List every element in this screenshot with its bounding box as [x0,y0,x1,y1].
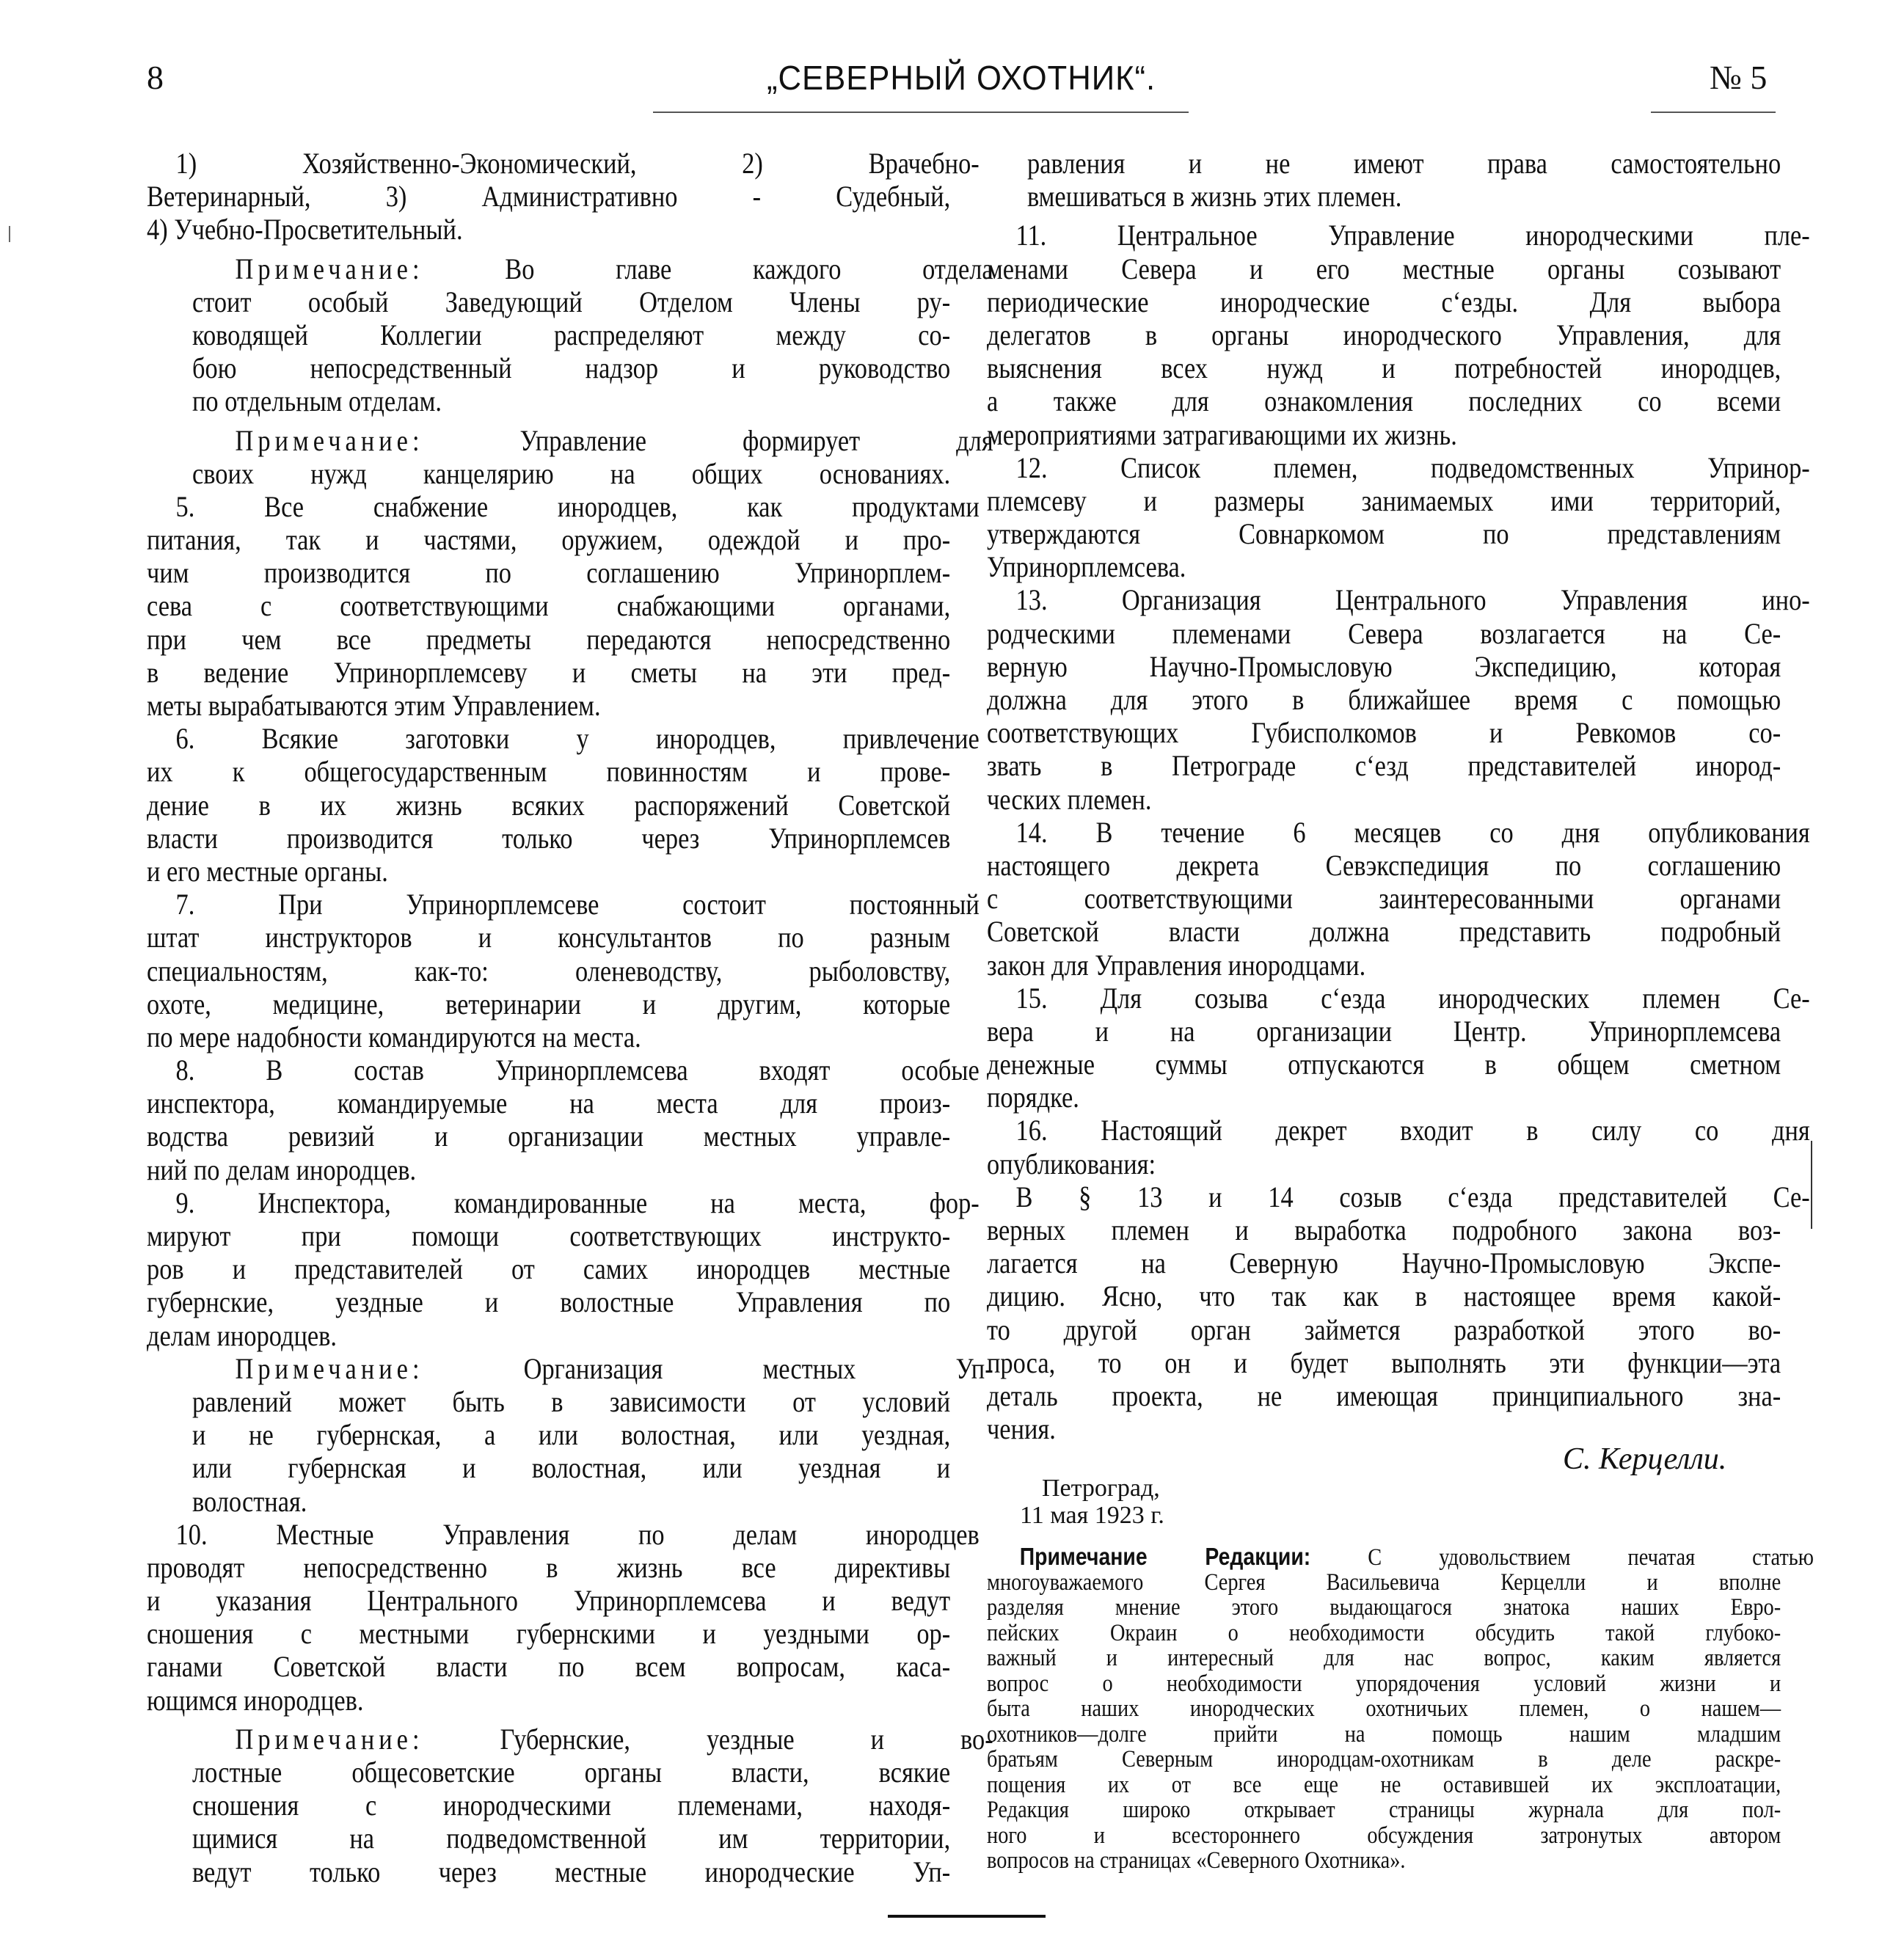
text-line-content: настоящего декрета Севэкспедиция по соглашению [987,848,1781,882]
margin-mark [1811,1141,1812,1229]
text-line [147,1087,950,1120]
text-line-content: 7. При Упринорплемсеве состоит постоянный [175,888,980,921]
text-line-content: в ведение Упринорплемсеву и сметы на эти пред- [147,655,951,689]
text-line [147,987,950,1020]
text-line-content: их к общегосударственным повинностям и прове- [147,755,951,789]
text-line [987,517,1781,550]
text-line [987,1246,1781,1279]
text-line [147,921,950,954]
text-line-content: и не губернская, а или волостная, или уездная, [192,1418,951,1452]
text-line-content: делам инородцев. [147,1318,338,1352]
text-line [192,1485,950,1518]
text-line [192,351,950,384]
text-line-content: проса, то он и будет выполнять эти функции—эта [987,1345,1781,1379]
editorial-note-line [987,1696,1781,1722]
note-label: Примечание: [235,252,424,285]
text-line-content: лостные общесоветские органы власти, всякие [192,1756,951,1789]
text-line [987,450,1810,484]
text-line [1027,180,1781,213]
text-line-content: специальностям, как-то: оленеводству, рыболовству, [147,954,951,987]
editorial-note-line [987,1671,1781,1697]
text-line [987,252,1781,285]
text-line-content: мероприятиями затрагивающими их жизнь. [987,417,1457,451]
place: Петроград, [1042,1475,1160,1502]
date: 11 мая 1923 г. [1020,1502,1164,1529]
text-line [987,351,1781,384]
text-line [987,1114,1810,1147]
text-line [147,1584,950,1617]
text-line [147,1319,950,1352]
editorial-note-line-content: важный и интересный для нас вопрос, каким является [987,1645,1781,1671]
text-line [1027,147,1781,180]
text-line-content: штат инструкторов и консультантов по разным [147,921,951,954]
text-line-content: власти производится только через Упринорплемсев [147,821,951,855]
text-line-content: охоте, медицине, ветеринарии и другим, которые [147,987,951,1020]
text-line [987,484,1781,517]
editorial-note-line-content: Редакция широко открывает страницы журнала для пол- [987,1797,1781,1823]
text-line-content: равления и не имеют права самостоятельно [1027,147,1781,180]
text-line [987,650,1781,683]
text-line [987,749,1781,782]
text-line [987,1346,1781,1379]
editorial-note-line [987,1747,1781,1772]
text-line [987,418,1781,451]
text-line [147,623,950,656]
text-line-content: 14. В течение 6 месяцев со дня опубликования [1015,815,1810,849]
text-line [192,1822,950,1855]
text-line-content: волостная. [192,1484,307,1518]
editorial-note-line-content: разделяя мнение этого выдающагося знатока наших Евро- [987,1594,1781,1621]
editorial-note-line [987,1646,1781,1671]
text-line [147,822,950,855]
text-line-content: по отдельным отделам. [192,384,442,418]
text-line-content: или губернская и волостная, или уездная и [192,1451,951,1485]
text-line-content: и его местные органы. [147,854,388,888]
editorial-note-label: Примечание Редакции: [1019,1543,1311,1570]
text-line-content: равлений может быть в зависимости от условий [192,1384,951,1418]
text-line [147,1650,950,1683]
text-line [147,755,950,788]
text-line-content: деталь проекта, не имеющая принципиального зна- [987,1379,1781,1412]
text-line [192,423,993,457]
text-line-content: дицию. Ясно, что так как в настоящее время какой- [987,1279,1781,1313]
text-line-content: Примечание: Управление формирует для [235,423,993,457]
text-line-content: сношения с инородческими племенами, находя- [192,1789,951,1822]
text-line-content: 1) Хозяйственно-Экономический, 2) Врачебно- [175,147,980,180]
text-line [987,384,1781,417]
text-line-content: проводят непосредственно в жизнь все директивы [147,1550,951,1584]
text-line-content: порядке. [987,1081,1079,1114]
text-line [192,318,950,351]
text-line [987,716,1781,749]
editorial-note-line [987,1722,1781,1748]
text-line-content: ководящей Коллегии распределяют между со- [192,318,951,351]
text-line-content: дение в их жизнь всяких распоряжений Советской [147,788,951,822]
note-label: Примечание: [235,1351,424,1385]
text-line-content: Примечание: Организация местных Уп- [235,1351,993,1385]
text-line-content: по мере надобности командируются на места. [147,1020,641,1054]
text-line [192,1385,950,1418]
text-line-content: периодические инородческие с‘езды. Для выбора [987,285,1781,318]
note-label: Примечание: [235,423,424,457]
text-line [147,1020,950,1054]
text-line-content: Ветеринарный, 3) Административно - Судебный, [147,180,951,213]
issue-number: № 5 [1710,59,1768,96]
text-line-content: питания, так и частями, оружием, одеждой и про- [147,523,951,557]
editorial-note-line-content: быта наших инородческих охотничьих племен, о нашем— [987,1695,1781,1722]
text-line-content: мируют при помощи соответствующих инструкто- [147,1219,951,1252]
text-line [147,1285,950,1318]
text-line-content: 4) Учебно-Просветительный. [147,213,463,247]
text-line-content: ров и представителей от самих инородцев местные [147,1252,951,1286]
editorial-note-line-content: многоуважаемого Сергея Васильевича Керцелли и вполне [987,1569,1781,1596]
text-line-content: должна для этого в ближайшее время с помощью [987,683,1781,716]
text-line [192,1855,950,1888]
text-line [987,219,1810,252]
text-line-content: чения. [987,1412,1056,1446]
text-line [987,1412,1781,1445]
text-line [192,1351,993,1385]
editorial-note-line-content: охотников—долге прийти на помощь нашим младшим [987,1720,1781,1748]
text-line [192,1722,993,1756]
text-line [147,1252,950,1285]
text-line [192,1789,950,1822]
text-line-content: денежные суммы отпускаются в общем сметном [987,1048,1781,1081]
text-line-content: сева с соответствующими снабжающими органами, [147,589,951,623]
left-column [147,147,993,1888]
text-line [987,1279,1781,1312]
text-line-content: вера и на организации Центр. Упринорплемсева [987,1014,1781,1048]
text-line-content: соответствующих Губисполкомов и Ревкомов со- [987,716,1781,750]
header-rule-center [653,112,1189,113]
text-line [147,1617,950,1650]
text-line-content: лагается на Северную Научно-Промысловую Экспе- [987,1246,1781,1280]
text-line-content: с соответствующими заинтересованными органами [987,882,1781,916]
text-line-content: 12. Список племен, подведомственных Упринор- [1015,450,1810,484]
text-line [987,318,1781,351]
text-line-content: верную Научно-Промысловую Экспедицию, которая [987,649,1781,683]
text-line [987,949,1781,982]
editorial-note-line-content: вопрос о необходимости упорядочения условий жизни и [987,1670,1781,1697]
text-line-content: закон для Управления инородцами. [987,948,1366,982]
text-line [987,849,1781,882]
text-line-content: бою непосредственный надзор и руководство [192,351,951,385]
text-line [987,1180,1810,1213]
text-line-content: щимися на подведомственной им территории, [192,1822,951,1855]
text-line-content: и указания Центрального Упринорплемсева и ведут [147,1584,951,1618]
text-line [987,617,1781,650]
text-line-content: выяснения всех нужд и потребностей инородцев, [987,351,1781,385]
text-line [147,722,980,756]
text-line-content: звать в Петрограде с‘езд представителей инород- [987,749,1781,783]
editorial-note [987,1543,1814,1874]
text-line [192,1418,950,1451]
text-line [147,147,980,180]
header-rule-right [1651,112,1776,113]
editorial-note-line [987,1621,1781,1646]
text-line [147,656,950,689]
editorial-note-line [987,1543,1814,1571]
editorial-note-line-content: пощения их от все еще не оставившей их эксплоатации, [987,1771,1781,1798]
text-line [192,252,993,285]
bottom-rule [888,1915,1046,1918]
text-line [147,855,950,888]
text-line [147,1120,950,1153]
text-line-content: инспектора, командируемые на места для произ- [147,1087,951,1120]
text-line [147,180,950,213]
text-line [192,285,950,318]
text-line [987,1147,1781,1180]
text-line-content: верных племен и выработка подробного закона воз- [987,1213,1781,1246]
text-line [987,550,1781,583]
text-line [987,783,1781,816]
text-line [147,213,950,246]
text-line-content: 16. Настоящий декрет входит в силу со дня [1015,1114,1810,1147]
text-line [987,1213,1781,1246]
text-line-content: делегатов в органы инородческого Управления, для [987,318,1781,351]
text-line-content: 13. Организация Центрального Управления ино- [1015,583,1810,617]
scan-speck [9,226,10,242]
text-line [147,888,980,921]
paragraph-gap [147,418,950,424]
text-line [147,589,950,622]
text-line-content: Примечание: Во главе каждого отдела [235,252,993,285]
text-line [147,556,950,589]
text-line [987,882,1781,915]
text-line-content: 6. Всякие заготовки у инородцев, привлечение [175,722,980,756]
text-line-content: В § 13 и 14 созыв с‘езда представителей Се- [1015,1180,1810,1213]
text-line [987,815,1810,849]
page-number: 8 [147,59,164,96]
text-line [987,1081,1781,1114]
text-line [192,1756,950,1789]
editorial-note-line-content [987,1544,1814,1571]
text-line [987,981,1810,1015]
text-line [147,1684,950,1717]
note-label: Примечание: [235,1722,424,1756]
text-line [987,1313,1781,1346]
text-line [987,583,1810,617]
text-line [147,1153,950,1186]
text-line [987,915,1781,948]
text-line-content: вмешиваться в жизнь этих племен. [1027,180,1402,213]
text-line [192,1451,950,1484]
text-line-content: опубликования: [987,1147,1156,1180]
text-line-content: Примечание: Губернские, уездные и во- [235,1722,993,1756]
editorial-note-line [987,1823,1781,1849]
text-line [147,1186,980,1219]
editorial-note-line [987,1595,1781,1621]
editorial-note-line [987,1797,1781,1823]
text-line [147,489,980,523]
editorial-note-line [987,1772,1781,1798]
text-line-content: 9. Инспектора, командированные на места, фор- [175,1186,980,1219]
text-line-content: 15. Для созыва с‘езда инородческих племен Се- [1015,981,1810,1015]
text-line-content: стоит особый Заведующий Отделом Члены ру- [192,285,951,318]
text-line-content: Советской власти должна представить подробный [987,915,1781,949]
text-line [987,683,1781,716]
text-line-content: губернские, уездные и волостные Управления по [147,1285,951,1319]
editorial-note-line-content: ного и всестороннего обсуждения затронутых автором [987,1822,1781,1849]
text-line-content: 8. В состав Упринорплемсева входят особые [175,1054,980,1087]
text-line-content: меты вырабатываются этим Управлением. [147,689,601,722]
text-line-content: сношения с местными губернскими и уездными ор- [147,1617,951,1651]
text-line [987,1379,1781,1412]
text-line-content: менами Севера и его местные органы созывают [987,252,1781,285]
text-line [192,457,950,490]
text-line [147,1551,950,1584]
text-line [192,384,950,417]
text-line-content: ведут только через местные инородческие Уп- [192,1855,951,1888]
author-signature: С. Керцелли. [1563,1442,1727,1476]
text-line-content: ганами Советской власти по всем вопросам, каса- [147,1650,951,1684]
text-line-content: ний по делам инородцев. [147,1153,417,1186]
text-line-content: а также для ознакомления последних со всеми [987,384,1781,418]
text-line [147,1219,950,1252]
journal-title: „СЕВЕРНЫЙ ОХОТНИК“. [767,59,1156,97]
text-line-content: 11. Центральное Управление инородческими пле- [1015,219,1810,252]
text-line-content: чим производится по соглашению Упринорплем- [147,556,951,590]
editorial-note-text: С удовольствием печатая статью [1310,1544,1814,1571]
paragraph-gap [987,213,1781,219]
text-line [147,1517,980,1551]
editorial-note-line [987,1848,1781,1874]
text-line-content: при чем все предметы передаются непосредственно [147,622,951,656]
text-line-content: ческих племен. [987,782,1152,816]
text-line [987,1015,1781,1048]
text-line-content: Упринорплемсева. [987,550,1186,584]
text-line-content: своих нужд канцелярию на общих основаниях. [192,456,951,490]
text-line [147,1054,980,1087]
text-line-content: 5. Все снабжение инородцев, как продуктами [175,489,980,523]
text-line-content: 10. Местные Управления по делам инородцев [175,1517,980,1551]
text-line [147,789,950,822]
editorial-note-line-content: вопросов на страницах «Северного Охотника». [987,1847,1406,1874]
text-line [987,285,1781,318]
text-line-content: то другой орган займется разработкой этого во- [987,1312,1781,1346]
text-line [147,689,950,722]
text-line [147,523,950,556]
right-column [987,147,1810,1446]
editorial-note-line-content: братьям Северным инородцам-охотникам в деле раскре- [987,1746,1781,1772]
text-line-content: племсеву и размеры занимаемых ими территорий, [987,483,1781,517]
text-line-content: родческими племенами Севера возлагается на Се- [987,616,1781,650]
editorial-note-line-content: пейских Окраин о необходимости обсудить такой глубоко- [987,1619,1781,1646]
text-line-content: ющимся инородцев. [147,1683,364,1717]
text-line [987,1048,1781,1081]
text-line [147,954,950,987]
text-line-content: утверждаются Совнаркомом по представлениям [987,517,1781,551]
editorial-note-line [987,1570,1781,1596]
paragraph-gap [147,247,950,252]
text-line-content: водства ревизий и организации местных управле- [147,1120,951,1153]
paragraph-gap [147,1717,950,1723]
